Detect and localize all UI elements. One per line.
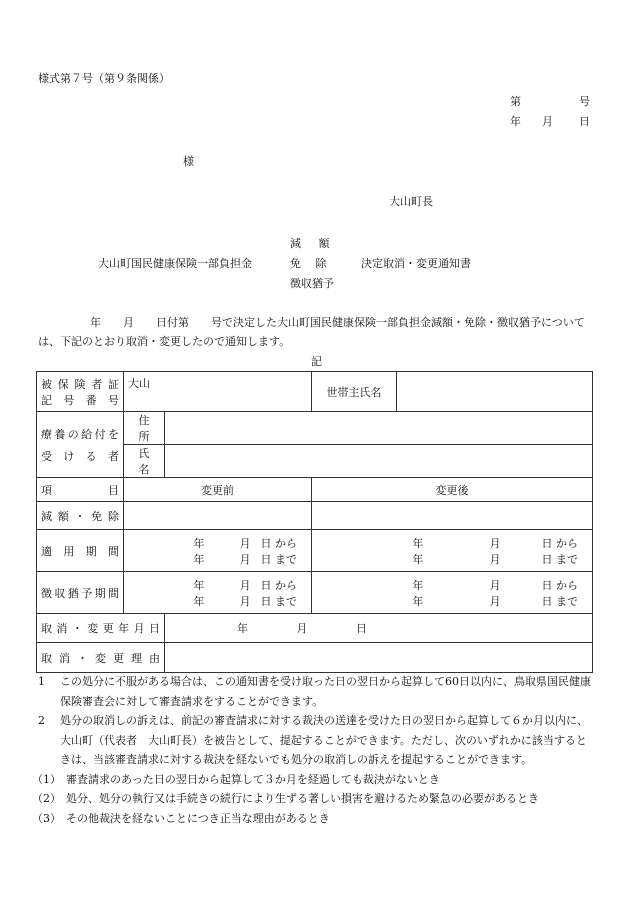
note-sub-2: （2） 処分、処分の執行又は手続きの続行により生ずる著しい損害を避けるため緊急の必要があるとき bbox=[32, 792, 539, 805]
note-sub-3: （3） その他裁決を経ないことにつき正当な理由があるとき bbox=[32, 811, 330, 825]
period-after: 年 月 日 から 年 月 日 まで bbox=[312, 530, 593, 572]
insured-label: 被保険者証 記号番号 bbox=[37, 372, 124, 412]
note-2: 2 処分の取消しの訴えは、前記の審査請求に対する裁決の送達を受けた日の翌日から起算して６か月以内に、大山町（代表者 大山町長）を被告として、提起することができます。ただし、次のいずれかに該当するときは、当該審査請求に対する裁決を経ないでも処分の取消しの訴えを提起することができます。 bbox=[38, 714, 588, 766]
row-header bbox=[37, 478, 593, 502]
date-month: 月 bbox=[542, 115, 553, 128]
title-option-reduction: 減 額 bbox=[290, 237, 331, 250]
item-header: 項目 bbox=[37, 478, 124, 502]
name-label: 氏 名 bbox=[124, 445, 165, 478]
deferral-after: 年 月 日 から 年 月 日 まで bbox=[312, 572, 593, 614]
cancel-date-value: 年 月 日 bbox=[165, 614, 593, 643]
period-label: 適用期間 bbox=[37, 530, 124, 572]
deferral-label: 徴収猶予期間 bbox=[37, 572, 124, 614]
row-cancel-reason bbox=[37, 643, 593, 673]
intro-text: 年 月 日付第 号で決定した大山町国民健康保険一部負担金減額・免除・徴収猶予については、下記のとおり取消・変更したので通知します。 bbox=[38, 316, 585, 348]
issuer: 大山町長 bbox=[389, 195, 433, 208]
row-address bbox=[37, 412, 593, 445]
address-value bbox=[165, 412, 593, 445]
household-head-value bbox=[397, 372, 593, 412]
cancel-reason-label: 取消・変更理由 bbox=[37, 643, 165, 673]
household-head-label: 世帯主氏名 bbox=[312, 372, 397, 412]
note-sub-1: （1） 審査請求のあった日の翌日から起算して３か月を経過しても裁決がないとき bbox=[32, 772, 440, 786]
notice-table bbox=[36, 371, 593, 673]
row-reduction bbox=[37, 502, 593, 530]
no-prefix: 第 bbox=[510, 95, 521, 108]
before-header: 変更前 bbox=[124, 478, 312, 502]
reduction-label: 減額・免除 bbox=[37, 502, 124, 530]
form-id: 様式第７号（第９条関係） bbox=[38, 72, 170, 85]
row-period bbox=[37, 530, 593, 572]
title-option-exemption: 免 除 bbox=[290, 257, 327, 270]
name-value bbox=[165, 445, 593, 478]
recipient-label: 療養の給付を 受ける者 bbox=[37, 412, 124, 478]
address-label: 住 所 bbox=[124, 412, 165, 445]
ki-label: 記 bbox=[311, 355, 322, 368]
insured-value: 大山 bbox=[124, 372, 312, 412]
after-header: 変更後 bbox=[312, 478, 593, 502]
reduction-before bbox=[124, 502, 312, 530]
deferral-before: 年 月 日 から 年 月 日 まで bbox=[124, 572, 312, 614]
addressee: 様 bbox=[183, 155, 194, 168]
cancel-reason-value bbox=[165, 643, 593, 673]
title-option-deferral: 徴収猶予 bbox=[290, 277, 334, 290]
cancel-date-label: 取消・変更年月日 bbox=[37, 614, 165, 643]
row-insured bbox=[37, 372, 593, 412]
no-suffix: 号 bbox=[579, 95, 590, 108]
date-day: 日 bbox=[579, 115, 590, 128]
title-prefix: 大山町国民健康保険一部負担金 bbox=[98, 257, 252, 270]
date-year: 年 bbox=[510, 115, 521, 128]
row-deferral bbox=[37, 572, 593, 614]
title-suffix: 決定取消・変更通知書 bbox=[361, 257, 471, 270]
period-before: 年 月 日 から 年 月 日 まで bbox=[124, 530, 312, 572]
notes bbox=[32, 672, 594, 828]
row-cancel-date bbox=[37, 614, 593, 643]
note-1: 1 この処分に不服がある場合は、この通知書を受け取った日の翌日から起算して60日以内に、鳥取県国民健康保険審査会に対して審査請求をすることができます。 bbox=[38, 675, 591, 708]
reduction-after bbox=[312, 502, 593, 530]
